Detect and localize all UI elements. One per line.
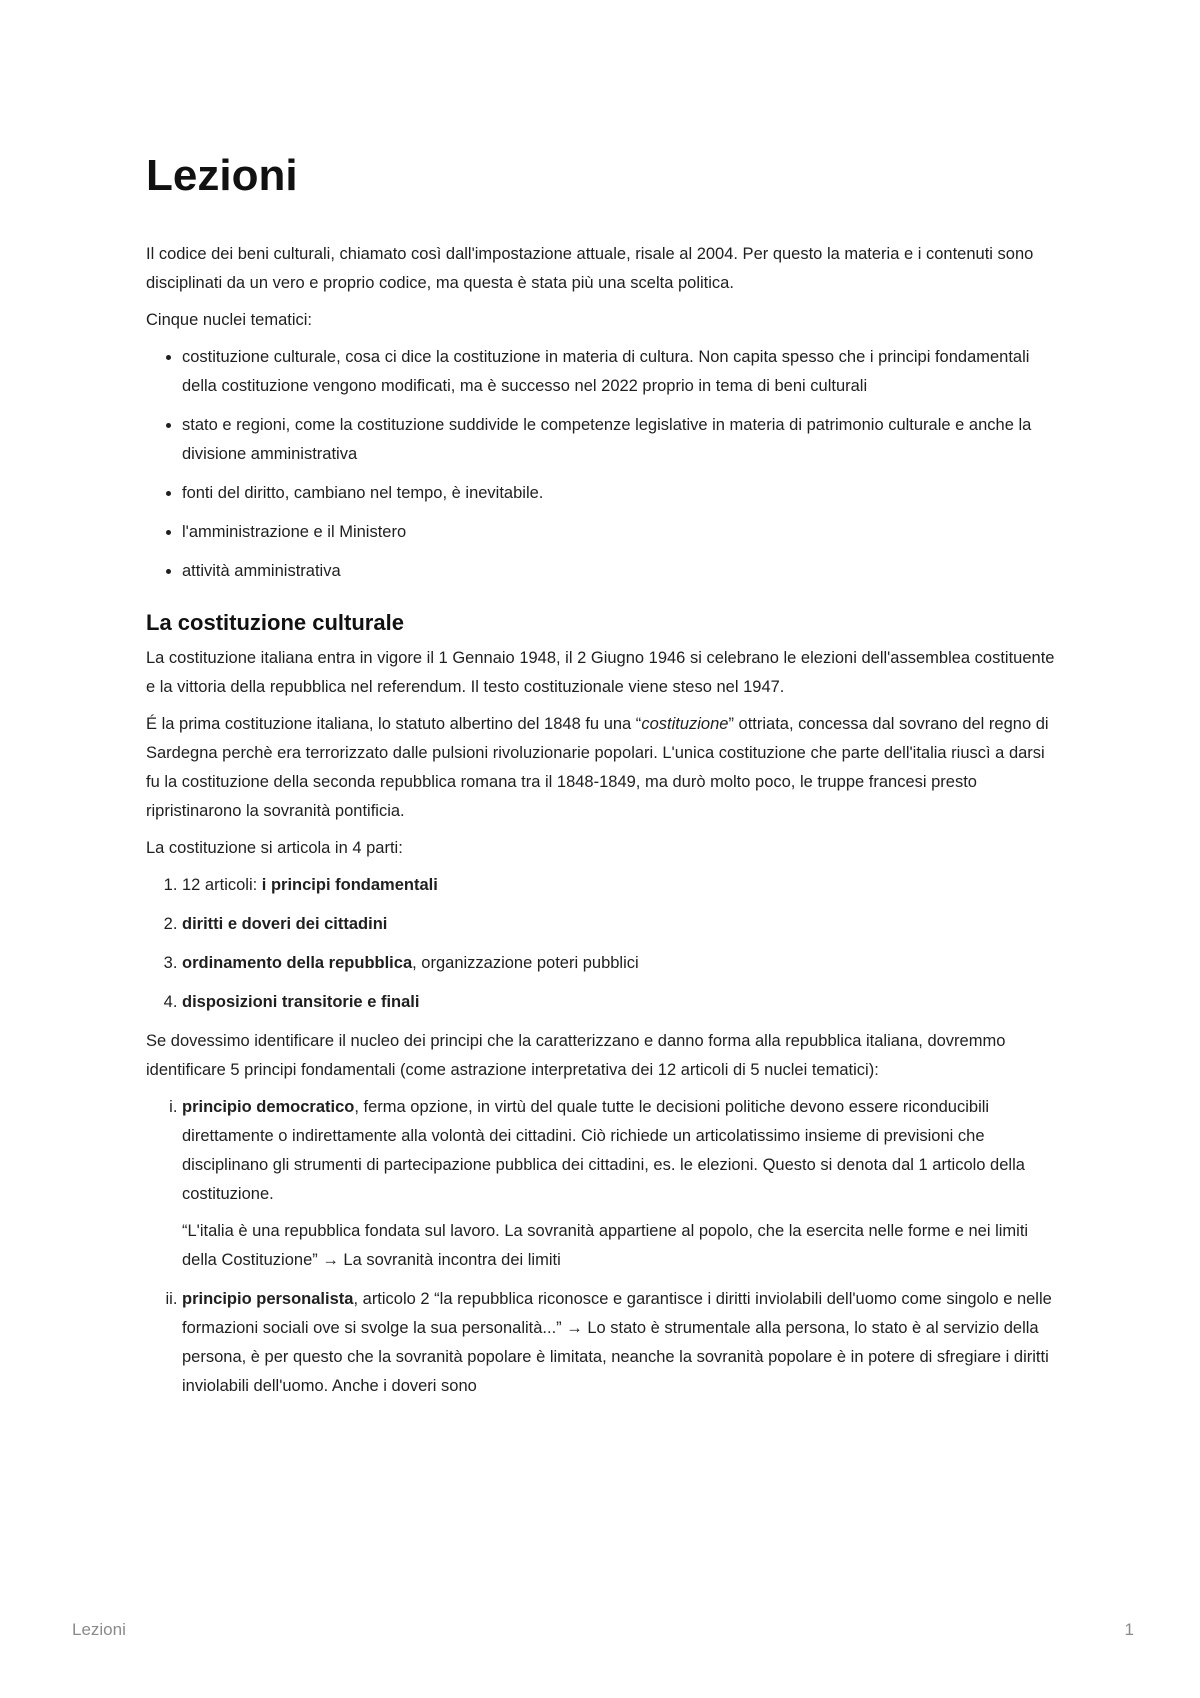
nuclei-intro: Cinque nuclei tematici: (146, 311, 312, 329)
section-heading: La costituzione culturale (146, 610, 404, 635)
quote: “L'italia è una repubblica fondata sul lavoro. La sovranità appartiene al popolo, che la esercita nelle forme e nei limiti della Costituzione” → La sovranità incontra dei limiti (182, 1222, 1029, 1269)
list-item: 1. 12 articoli: i principi fondamentali (182, 871, 1056, 900)
document-body (146, 150, 1056, 1411)
list-item: ii. principio personalista, articolo 2 “la repubblica riconosce e garantisce i diritti inviolabili dell'uomo come singolo e nelle formazioni sociali ove si svolge la sua personalità...” → Lo stato è strumentale alla persona, lo stato è al servizio della persona, è per questo che la sovranità popolare è limitata, neanche la sovranità popolare è in potere di sfregiare i diritti inviolabili dell'uomo. Anche i doveri sono (182, 1285, 1056, 1401)
list-item: • attività amministrativa (182, 557, 1056, 586)
list-item: 2. diritti e doveri dei cittadini (182, 910, 1056, 939)
parti-list (146, 871, 1056, 1017)
list-item: • costituzione culturale, cosa ci dice la costituzione in materia di cultura. Non capita spesso che i principi fondamentali della costituzione vengono modificati, ma è successo nel 2022 proprio in tema di beni culturali (182, 343, 1056, 401)
list-item: • l'amministrazione e il Ministero (182, 518, 1056, 547)
principi-list (146, 1093, 1056, 1401)
paragraph: La costituzione si articola in 4 parti: (146, 839, 403, 857)
page-number: 1 (1124, 1620, 1134, 1639)
page-title: Lezioni (146, 151, 298, 200)
list-item: 3. ordinamento della repubblica, organizzazione poteri pubblici (182, 949, 1056, 978)
emphasis: costituzione (641, 715, 729, 733)
intro-paragraph: Il codice dei beni culturali, chiamato così dall'impostazione attuale, risale al 2004. Per questo la materia e i contenuti sono disciplinati da un vero e proprio codice, ma questa è stata più una scelta politica. (146, 245, 1034, 292)
paragraph: La costituzione italiana entra in vigore il 1 Gennaio 1948, il 2 Giugno 1946 si celebrano le elezioni dell'assemblea costituente e la vittoria della repubblica nel referendum. Il testo costituzionale viene steso nel 1947. (146, 649, 1055, 696)
list-item: i. principio democratico, ferma opzione, in virtù del quale tutte le decisioni politiche devono essere riconducibili direttamente o indirettamente alla volontà dei cittadini. Ciò richiede un articolatissimo insieme di previsioni che disciplinano gli strumenti di partecipazione pubblica dei cittadini, es. le elezioni. Questo si denota dal 1 articolo della costituzione. “L'italia è una repubblica fondata sul lavoro. La sovranità appartiene al popolo, che la esercita nelle forme e nei limiti della Costituzione” → La sovranità incontra dei limiti (182, 1093, 1056, 1275)
paragraph: É la prima costituzione italiana, lo statuto albertino del 1848 fu una “costituzione” ottriata, concessa dal sovrano del regno di Sardegna perchè era terrorizzato dalle pulsioni rivoluzionarie popolari. L'unica costituzione che parte dell'italia riuscì a darsi fu la costituzione della seconda repubblica romana tra il 1848-1849, ma durò molto poco, le truppe francesi presto ripristinarono la sovranità pontificia. (146, 715, 1049, 820)
paragraph: Se dovessimo identificare il nucleo dei principi che la caratterizzano e danno forma alla repubblica italiana, dovremmo identificare 5 principi fondamentali (come astrazione interpretativa dei 12 articoli di 5 nuclei tematici): (146, 1032, 1006, 1079)
list-item: 4. disposizioni transitorie e finali (182, 988, 1056, 1017)
nuclei-list (146, 343, 1056, 586)
list-item: • fonti del diritto, cambiano nel tempo, è inevitabile. (182, 479, 1056, 508)
list-item: • stato e regioni, come la costituzione suddivide le competenze legislative in materia di patrimonio culturale e anche la divisione amministrativa (182, 411, 1056, 469)
footer-title: Lezioni (72, 1620, 126, 1639)
